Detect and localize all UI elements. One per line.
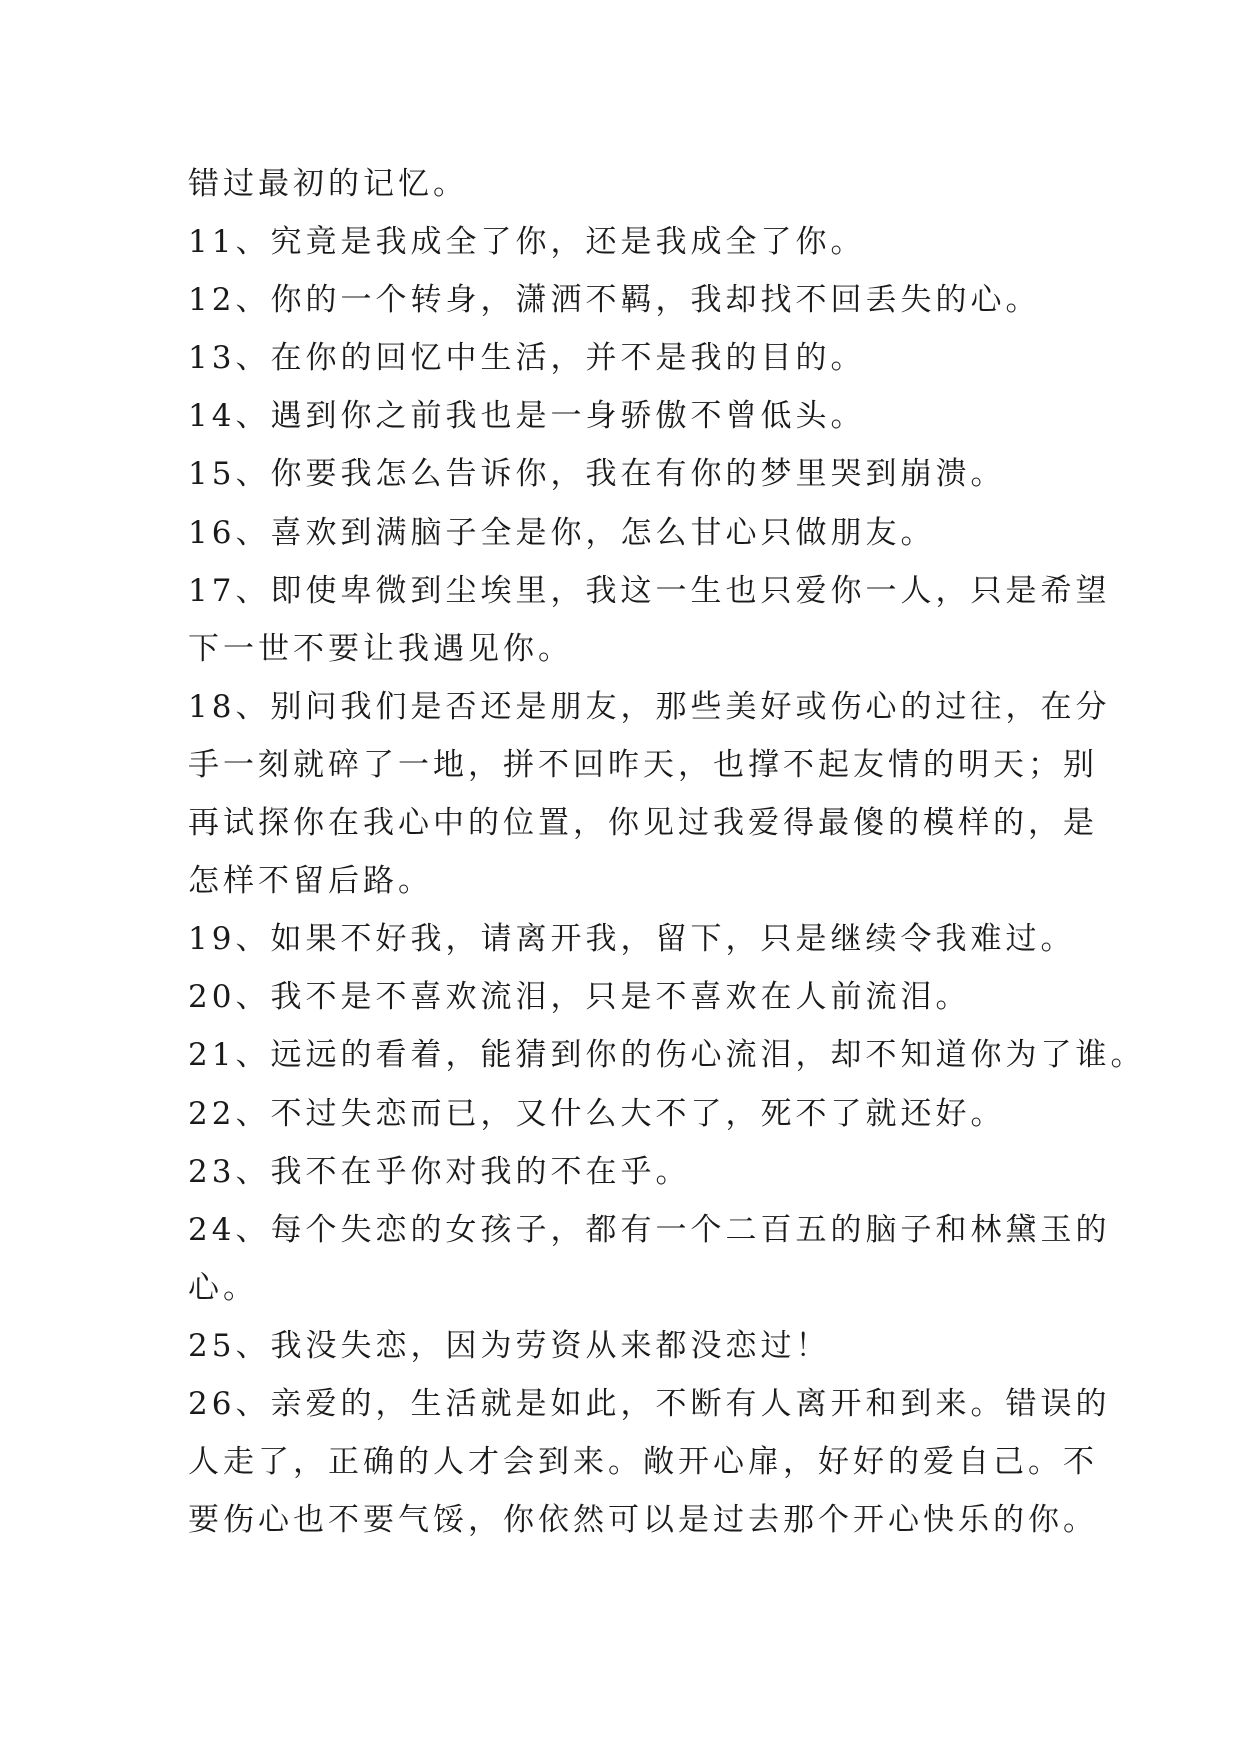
text-line: 26、亲爱的，生活就是如此，不断有人离开和到来。错误的 (188, 1385, 1111, 1422)
text-line: 23、我不在乎你对我的不在乎。 (188, 1153, 691, 1190)
text-line: 21、远远的看着，能猜到你的伤心流泪，却不知道你为了谁。 (188, 1037, 1146, 1074)
text-line: 12、你的一个转身，潇洒不羁，我却找不回丢失的心。 (188, 282, 1041, 319)
text-line: 14、遇到你之前我也是一身骄傲不曾低头。 (188, 398, 866, 435)
text-line: 18、别问我们是否还是朋友，那些美好或伤心的过往，在分 (188, 688, 1111, 725)
text-line: 20、我不是不喜欢流泪，只是不喜欢在人前流泪。 (188, 979, 971, 1016)
document-body (188, 155, 1146, 1549)
text-line: 心。 (188, 1269, 258, 1306)
text-line: 手一刻就碎了一地，拼不回昨天，也撑不起友情的明天；别 (188, 746, 1098, 783)
text-line: 要伤心也不要气馁，你依然可以是过去那个开心快乐的你。 (188, 1502, 1098, 1539)
text-line: 人走了，正确的人才会到来。敞开心扉，好好的爱自己。不 (188, 1444, 1098, 1481)
text-line: 19、如果不好我，请离开我，留下，只是继续令我难过。 (188, 921, 1076, 958)
text-line: 怎样不留后路。 (188, 863, 433, 900)
text-line: 13、在你的回忆中生活，并不是我的目的。 (188, 340, 866, 377)
text-line: 25、我没失恋，因为劳资从来都没恋过！ (188, 1327, 831, 1364)
text-line: 17、即使卑微到尘埃里，我这一生也只爱你一人，只是希望 (188, 572, 1111, 609)
text-line: 24、每个失恋的女孩子，都有一个二百五的脑子和林黛玉的 (188, 1211, 1111, 1248)
text-line: 11、究竟是我成全了你，还是我成全了你。 (188, 224, 866, 261)
text-line: 16、喜欢到满脑子全是你，怎么甘心只做朋友。 (188, 514, 936, 551)
text-line: 错过最初的记忆。 (188, 166, 468, 202)
text-line: 下一世不要让我遇见你。 (188, 630, 573, 667)
text-line: 再试探你在我心中的位置，你见过我爱得最傻的模样的，是 (188, 805, 1098, 842)
text-line: 22、不过失恋而已，又什么大不了，死不了就还好。 (188, 1095, 1006, 1132)
text-line: 15、你要我怎么告诉你，我在有你的梦里哭到崩溃。 (188, 456, 1006, 493)
